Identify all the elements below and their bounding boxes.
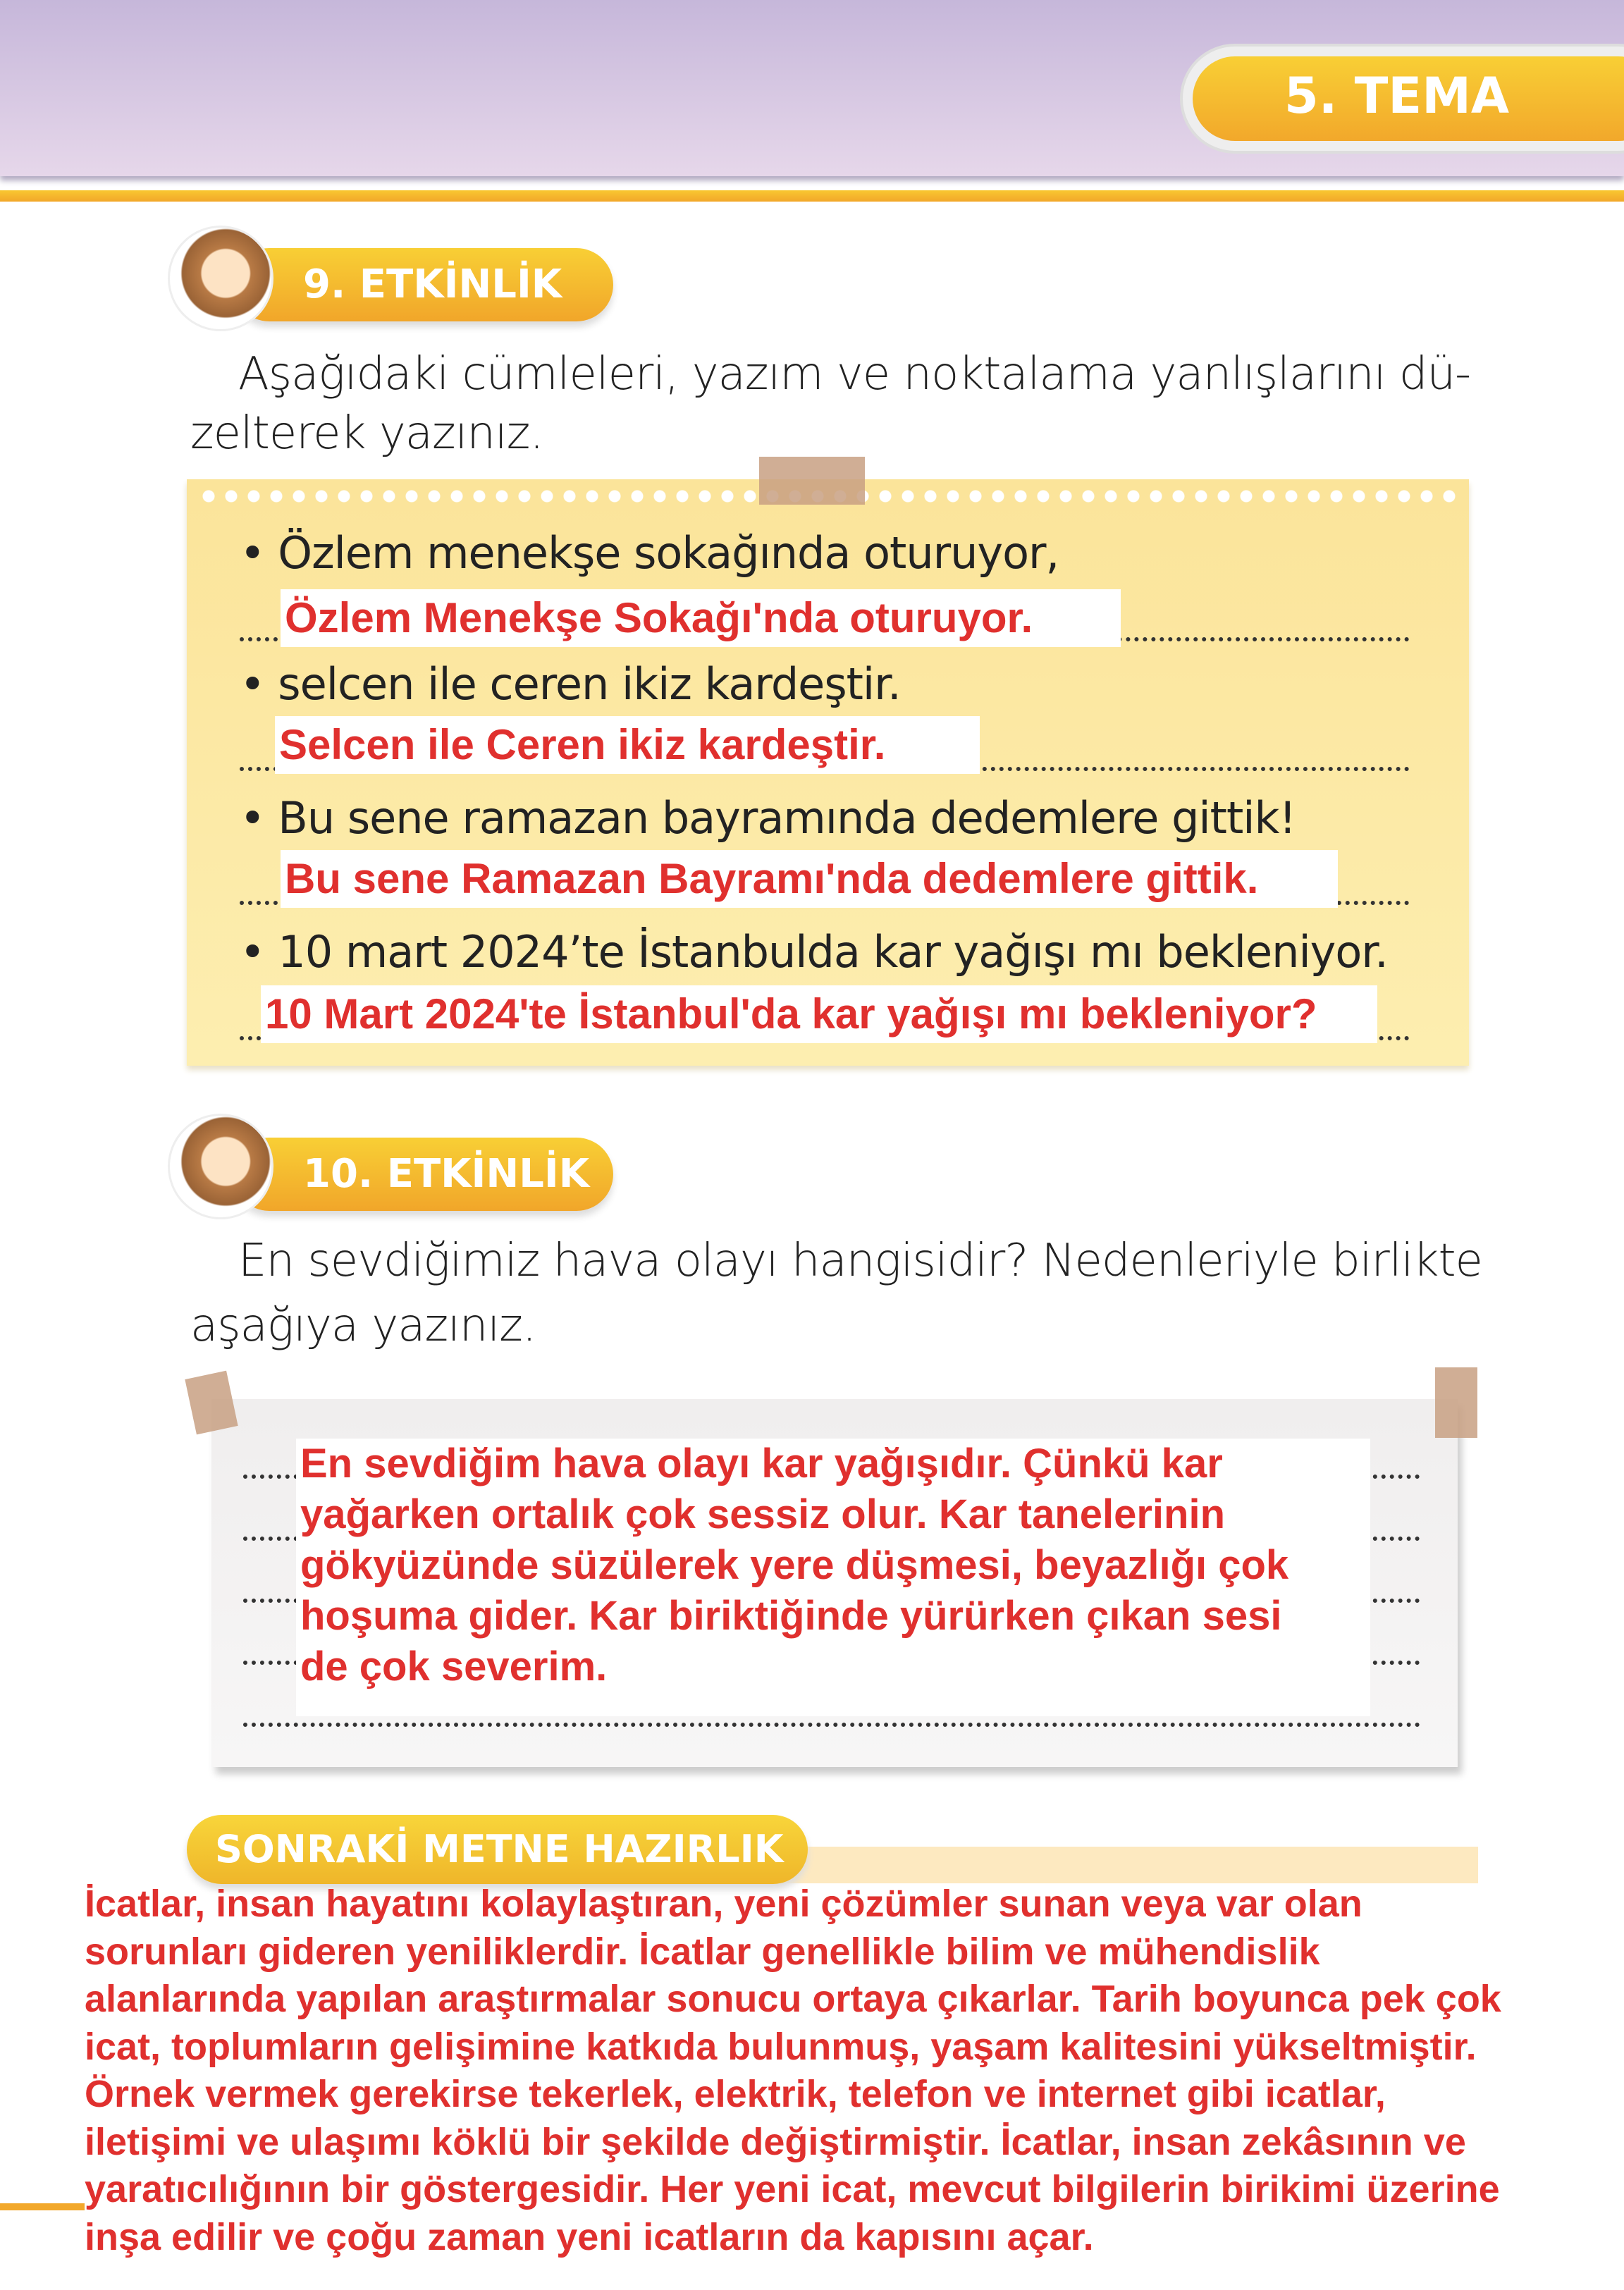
answer-line: gökyüzünde süzülerek yere düşmesi, beyazlığı çok [300,1542,1289,1588]
paragraph-line: alanlarında yapılan araştırmalar sonucu ortaya çıkarlar. Tarih boyunca pek çok [85,1978,1501,2020]
header-stripe [0,190,1624,202]
activity10-instruction-1: En sevdiğimiz hava olayı hangisidir? Nedenleriyle birlikte [238,1235,1482,1287]
tape-icon [185,1371,238,1435]
theme-label: 5. TEMA [1193,56,1624,141]
paragraph-line: yaratıcılığının bir göstergesidir. Her yeni icat, mevcut bilgilerin birikimi üzerine [85,2168,1500,2210]
paragraph-line: Örnek vermek gerekirse tekerlek, elektrik, telefon ve internet gibi icatlar, [85,2073,1386,2115]
paragraph-line: İcatlar, insan hayatını kolaylaştıran, yeni çözümler sunan veya var olan [85,1883,1362,1925]
activity9-title: 9. ETKİNLİK [233,248,613,321]
answer-3[interactable]: Bu sene Ramazan Bayramı'nda dedemlere gittik. [281,850,1338,908]
activity10-title: 10. ETKİNLİK [233,1138,613,1211]
sentence-4: • 10 mart 2024’te İstanbulda kar yağışı mı bekleniyor. [240,926,1388,978]
answer-4[interactable]: 10 Mart 2024'te İstanbul'da kar yağışı mı bekleniyor? [261,985,1377,1043]
paragraph-line: inşa edilir ve çoğu zaman yeni icatların da kapısını açar. [85,2215,1094,2258]
sentence-3: • Bu sene ramazan bayramında dedemlere gittik! [240,792,1296,844]
tape-icon [759,457,865,505]
answer-line: En sevdiğim hava olayı kar yağışıdır. Çünkü kar [300,1441,1223,1486]
prep-paragraph [85,1880,1624,2261]
prep-strip [775,1847,1478,1883]
footer-stripe [0,2203,85,2210]
theme-badge [1180,44,1624,154]
sentence-2: • selcen ile ceren ikiz kardeştir. [240,658,901,710]
paragraph-line: icat, toplumların gelişimine katkıda bulunmuş, yaşam kalitesini yükseltmiştir. [85,2025,1477,2068]
activity10-instruction-2: aşağıya yazınız. [190,1300,536,1352]
girl-mascot-icon [168,226,273,331]
girl-mascot-icon [168,1114,273,1219]
answer-line: hoşuma gider. Kar biriktiğinde yürürken çıkan sesi [300,1593,1282,1639]
activity10-answer[interactable] [296,1439,1370,1716]
activity9-instruction-1: Aşağıdaki cümleleri, yazım ve noktalama yanlışlarını dü- [238,348,1471,400]
activity9-instruction-2: zelterek yazınız. [190,407,543,460]
answer-1[interactable]: Özlem Menekşe Sokağı'nda oturuyor. [281,589,1121,647]
paragraph-line: iletişimi ve ulaşımı köklü bir şekilde değiştirmiştir. İcatlar, insan zekâsının ve [85,2120,1466,2163]
sentence-1: • Özlem menekşe sokağında oturuyor, [240,527,1059,579]
paragraph-line: sorunları gideren yeniliklerdir. İcatlar genellikle bilim ve mühendislik [85,1930,1320,1973]
prep-title: SONRAKİ METNE HAZIRLIK [187,1815,808,1884]
answer-line: yağarken ortalık çok sessiz olur. Kar tanelerinin [300,1491,1225,1537]
answer-line: de çok severim. [300,1644,608,1689]
tape-icon [1435,1367,1477,1438]
note-line [243,1720,1420,1727]
answer-2[interactable]: Selcen ile Ceren ikiz kardeştir. [275,716,980,774]
